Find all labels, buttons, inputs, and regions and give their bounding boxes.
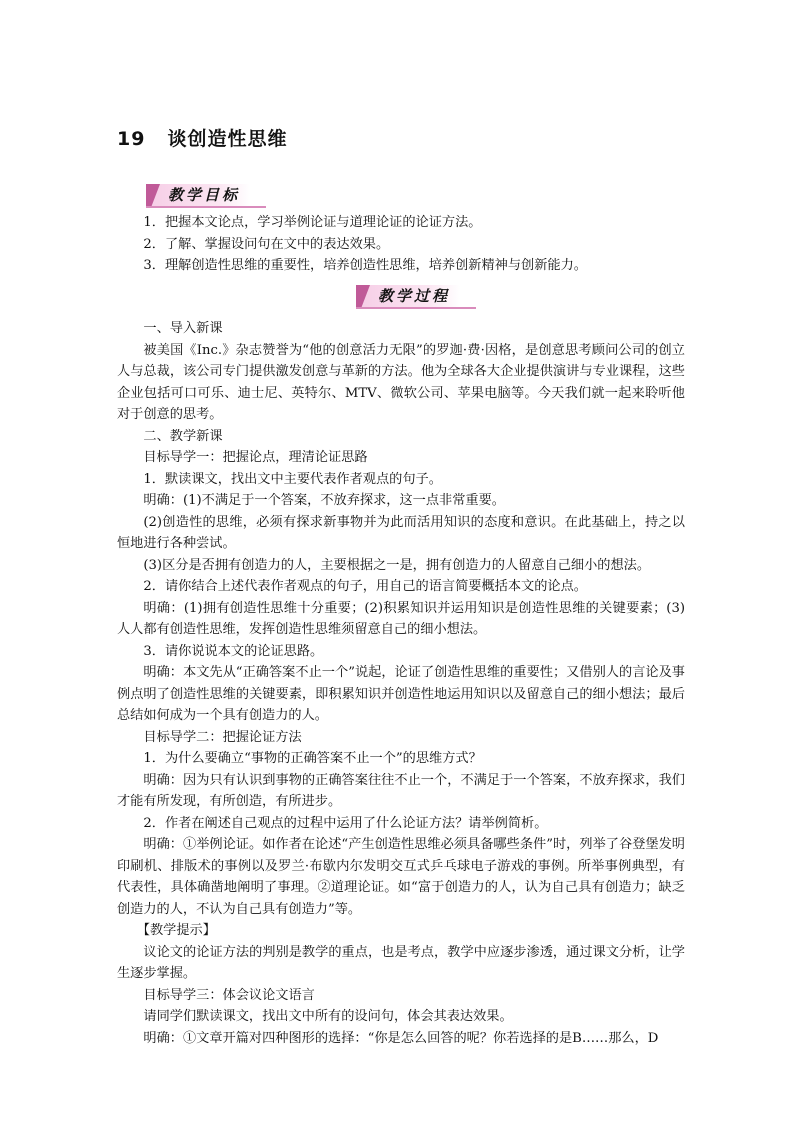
section-heading: 二、教学新课 xyxy=(143,428,223,444)
lesson-title xyxy=(117,124,287,151)
process-banner xyxy=(356,284,460,310)
paragraph: 被美国《Inc.》杂志赞誉为“他的创意活力无限”的罗迦·费·因格，是创意思考顾问公司的创立人与总裁，该公司专门提供激发创意与革新的方法。他为全球各大企业提供演讲与专业课程，这些企业包括可口可乐、迪士尼、英特尔、MTV、微软公司、苹果电脑等。今天我们就一起来聆听他对于创意的思考。 xyxy=(117,342,685,422)
answer: 明确：①举例论证。如作者在论述“产生创造性思维必须具备哪些条件”时，列举了谷登堡发明印刷机、排版术的事例以及罗兰·布歇内尔发明交互式乒乓球电子游戏的事例。所举事例典型，有代表性，具体确凿地阐明了事理。②道理论证。如“富于创造力的人，认为自己具有创造力；缺乏创造力的人，不认为自己具有创造力”等。 xyxy=(117,837,685,917)
goal-item: 3．理解创造性思维的重要性，培养创造性思维，培养创新精神与创新能力。 xyxy=(143,258,587,273)
goal-item: 1．把握本文论点，学习举例论证与道理论证的论证方法。 xyxy=(143,215,482,230)
answer: (3)区分是否拥有创造力的人，主要根据之一是，拥有创造力的人留意自己细小的想法。 xyxy=(143,557,651,573)
answer: (2)创造性的思维，必须有探求新事物并为此而活用知识的态度和意识。在此基础上，持之以恒地进行各种尝试。 xyxy=(117,514,685,551)
subsection-heading: 目标导学二：把握论证方法 xyxy=(143,729,302,745)
answer: 明确：(1)拥有创造性思维十分重要；(2)积累知识并运用知识是创造性思维的关键要素；(3)人人都有创造性思维，发挥创造性思维须留意自己的细小想法。 xyxy=(117,600,685,637)
question: 2．请你结合上述代表作者观点的句子，用自己的语言简要概括本文的论点。 xyxy=(143,579,587,594)
section-heading: 一、导入新课 xyxy=(143,321,223,336)
subsection-heading: 目标导学一：把握论点，理清论证思路 xyxy=(143,450,368,465)
goals-banner xyxy=(146,183,250,209)
question: 1．为什么要确立“事物的正确答案不止一个”的思维方式？ xyxy=(143,751,482,766)
question: 3．请你说说本文的论证思路。 xyxy=(143,643,324,659)
lesson-number: 19 xyxy=(117,128,146,150)
teaching-tip-heading: 【教学提示】 xyxy=(136,923,216,938)
question: 2．作者在阐述自己观点的过程中运用了什么论证方法？请举例简析。 xyxy=(143,815,548,831)
process-banner-label: 教学过程 xyxy=(356,285,460,309)
goals-banner-label: 教学目标 xyxy=(146,184,250,208)
paragraph: 请同学们默读课文，找出文中所有的设问句，体会其表达效果。 xyxy=(143,1009,513,1024)
goals-list xyxy=(117,212,685,277)
answer: 明确：①文章开篇对四种图形的选择：“你是怎么回答的呢？你若选择的是B……那么，D xyxy=(143,1030,659,1046)
answer: 明确：本文先从“正确答案不止一个”说起，论证了创造性思维的重要性；又借别人的言论及事例点明了创造性思维的关键要素，即积累知识并创造性地运用知识以及留意自己的细小想法；最后总结如何成为一个具有创造力的人。 xyxy=(117,665,685,723)
question: 1．默读课文，找出文中主要代表作者观点的句子。 xyxy=(143,471,442,487)
teaching-tip: 议论文的论证方法的判别是教学的重点，也是考点，教学中应逐步渗透，通过课文分析，让学生逐步掌握。 xyxy=(117,944,685,981)
lesson-title-text: 谈创造性思维 xyxy=(167,128,288,150)
process-body xyxy=(117,318,685,1049)
goal-item: 2．了解、掌握设问句在文中的表达效果。 xyxy=(143,236,390,252)
subsection-heading: 目标导学三：体会议论文语言 xyxy=(143,987,315,1003)
answer: 明确：因为只有认识到事物的正确答案往往不止一个，不满足于一个答案，不放弃探求，我们才能有所发现，有所创造，有所进步。 xyxy=(117,772,685,809)
answer: 明确：(1)不满足于一个答案，不放弃探求，这一点非常重要。 xyxy=(143,493,505,508)
